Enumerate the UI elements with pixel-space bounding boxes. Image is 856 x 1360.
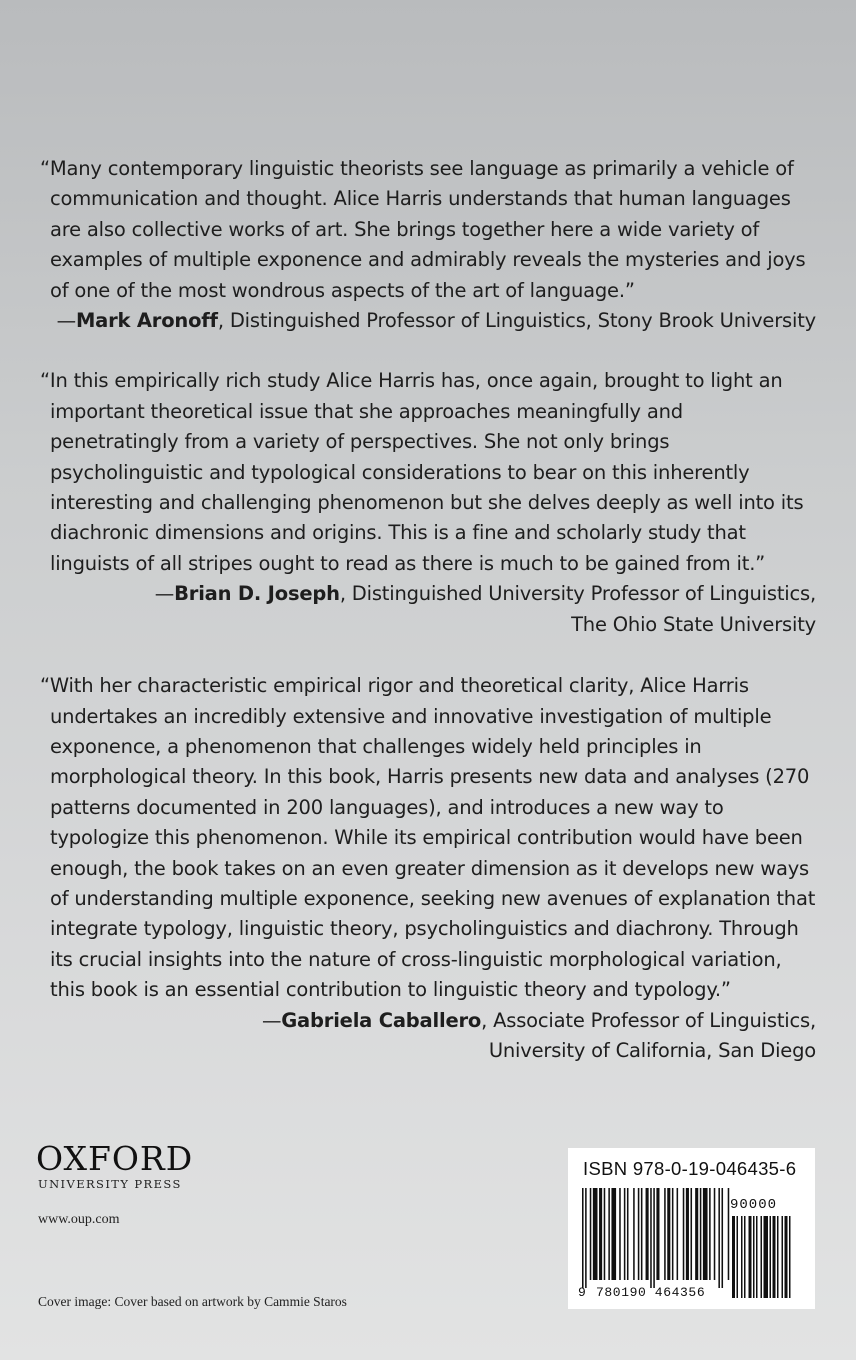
addon-bar	[773, 1216, 776, 1298]
isbn-label: ISBN 978-0-19-046435-6	[583, 1158, 797, 1179]
addon-bar	[753, 1216, 755, 1298]
barcode-bar	[611, 1188, 616, 1280]
barcode-number: 780190 464356	[596, 1285, 706, 1300]
quote-attribution	[40, 306, 816, 336]
barcode-bar	[604, 1188, 606, 1280]
addon-bar	[789, 1216, 791, 1298]
quote-text: “In this empirically rich study Alice Harris has, once again, brought to light an important theoretical issue that she approaches meaningfully and penetratingly from a variety of perspectives. She not only brings psycholinguistic and typological considerations to bear on this inherently interesting and challenging phenomenon but she delves deeply as well into its diachronic dimensions and origins. This is a fine and scholarly study that linguists of all stripes ought to read as there is much to be gained from it.”	[40, 369, 804, 575]
barcode-guard-bar	[722, 1188, 724, 1288]
author-title: , Distinguished University Professor of Linguistics,	[339, 582, 816, 606]
barcode-bar	[641, 1188, 643, 1280]
addon-bar	[756, 1216, 758, 1298]
barcode-first-digit: 9	[578, 1285, 586, 1300]
quote-caballero	[40, 671, 816, 1066]
barcode-bar	[608, 1188, 610, 1280]
barcode-bar	[624, 1188, 626, 1280]
barcode-guard-bar	[585, 1188, 587, 1288]
addon-bar	[785, 1216, 788, 1298]
barcode-guard-bar	[650, 1188, 652, 1288]
quote-text: “Many contemporary linguistic theorists see language as primarily a vehicle of communication and thought. Alice Harris understands that human languages are also collective works of art. She brings together here a wide variety of examples of multiple exponence and admirably reveals the mysteries and joys of one of the most wondrous aspects of the art of language.”	[40, 157, 806, 302]
quote-attribution	[40, 1006, 816, 1036]
author-name: Gabriela Caballero	[281, 1008, 482, 1032]
oxford-logo	[36, 1141, 193, 1191]
publisher-subtitle: UNIVERSITY PRESS	[38, 1177, 182, 1191]
author-title: , Associate Professor of Linguistics,	[481, 1008, 816, 1032]
addon-bar	[764, 1216, 769, 1298]
barcode-guard-bar	[582, 1188, 584, 1288]
barcode-bar	[714, 1188, 716, 1280]
endorsements	[0, 154, 856, 1066]
barcode-bar	[619, 1188, 621, 1280]
author-name: Brian D. Joseph	[174, 582, 340, 606]
barcode-bar	[672, 1188, 674, 1280]
barcode-bar	[590, 1188, 592, 1280]
barcode-bar	[638, 1188, 640, 1280]
barcode-bar	[664, 1188, 666, 1280]
barcode-bar	[627, 1188, 629, 1280]
addon-bar	[770, 1216, 772, 1298]
quote-attribution	[40, 579, 816, 609]
attribution-dash: —	[56, 309, 76, 333]
barcode-bar	[646, 1188, 649, 1280]
barcode-bar	[667, 1188, 670, 1280]
barcode-bar	[683, 1188, 685, 1280]
barcode-bar	[599, 1188, 602, 1280]
addon-bar	[782, 1216, 784, 1298]
barcode-bar	[677, 1188, 679, 1280]
barcode-bar	[593, 1188, 598, 1280]
barcode-guard-bar	[718, 1188, 720, 1288]
quote-joseph	[40, 366, 816, 640]
addon-bar	[732, 1216, 735, 1298]
addon-bar	[737, 1216, 739, 1298]
publisher-url: www.oup.com	[38, 1212, 120, 1227]
barcode-bar	[691, 1188, 693, 1280]
addon-bar	[744, 1216, 746, 1298]
barcode-bar	[709, 1188, 711, 1280]
addon-bar	[741, 1216, 743, 1298]
addon-bar	[777, 1216, 779, 1298]
attribution-dash: —	[261, 1008, 282, 1032]
quote-text: “With her characteristic empirical rigor and theoretical clarity, Alice Harris undertakes an incredibly extensive and innovative investigation of multiple exponence, a phenomenon that challenges widely held principles in morphological theory. In this book, Harris presents new data and analyses (270 patterns documented in 200 languages), and introduces a new way to typologize this phenomenon. While its empirical contribution would have been enough, the book takes on an even greater dimension as it develops new ways of understanding multiple exponence, seeking new avenues of explanation that integrate typology, linguistic theory, psycholinguistics and diachrony. Through its crucial insights into the nature of cross-linguistic morphological variation, this book is an essential contribution to linguistic theory and typology.”	[40, 674, 816, 1002]
addon-bar	[761, 1216, 763, 1298]
barcode-bar	[700, 1188, 702, 1280]
barcode-bar	[703, 1188, 708, 1280]
author-title: , Distinguished Professor of Linguistics, Stony Brook University	[217, 309, 816, 333]
barcode-bar	[695, 1188, 698, 1280]
cover-credit: Cover image: Cover based on artwork by Cammie Staros	[38, 1294, 347, 1309]
author-affiliation: The Ohio State University	[571, 612, 816, 636]
publisher-name: OXFORD	[36, 1139, 194, 1178]
author-affiliation: University of California, San Diego	[488, 1038, 816, 1062]
addon-bar	[749, 1216, 752, 1298]
author-name: Mark Aronoff	[75, 309, 218, 333]
attribution-dash: —	[154, 582, 175, 606]
isbn-barcode	[568, 1148, 815, 1309]
barcode-bar	[656, 1188, 659, 1280]
quote-aronoff	[40, 154, 816, 336]
barcode-guard-bar	[653, 1188, 655, 1288]
barcode-bar	[633, 1188, 635, 1280]
price-code: 90000	[730, 1197, 778, 1213]
barcode-bar	[686, 1188, 689, 1280]
